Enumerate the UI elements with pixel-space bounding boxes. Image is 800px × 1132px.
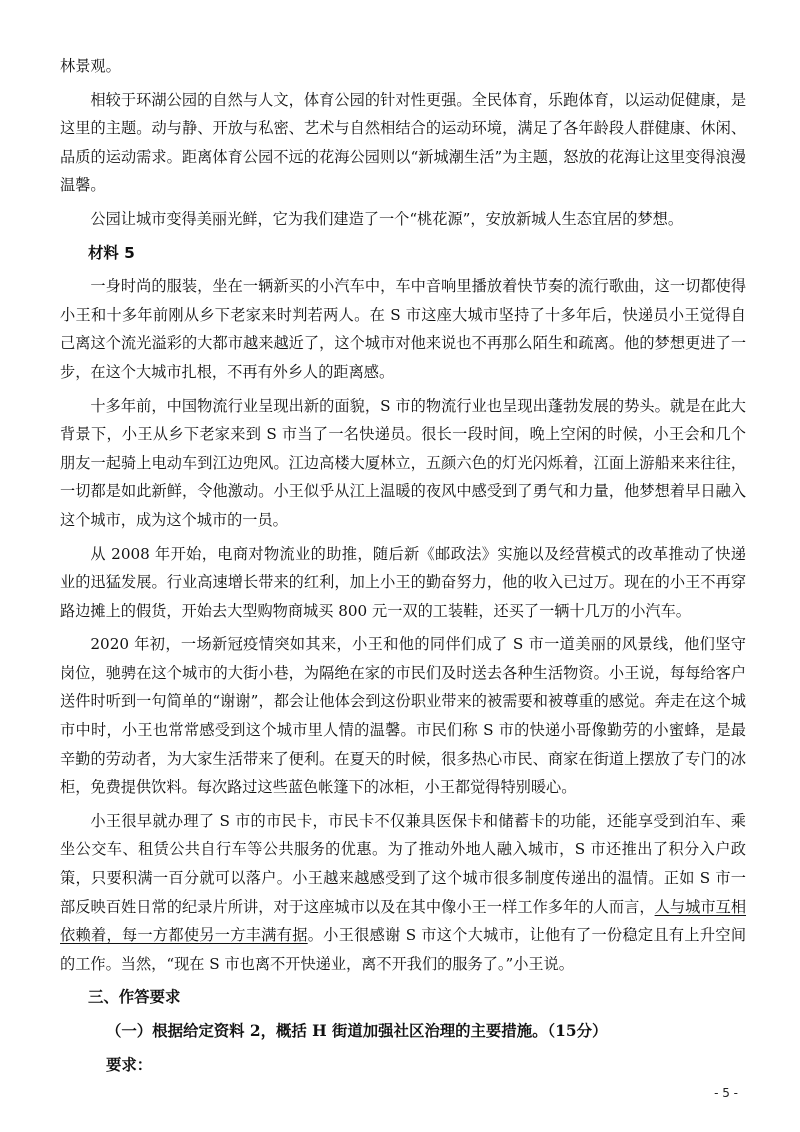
material-5-paragraph-2: 十多年前，中国物流行业呈现出新的面貌，S 市的物流行业也呈现出蓬勃发展的势头。就是在此大背景下，小王从乡下老家来到 S 市当了一名快递员。很长一段时间，晚上空闲的时候，小王会和几个朋友一起骑上电动车到江边兜风。江边高楼大厦林立，五颜六色的灯光闪烁着，江面上游船来来往往，一切都是如此新鲜，令他激动。小王似乎从江上温暖的夜风中感受到了勇气和力量，他梦想着早日融入这个城市，成为这个城市的一员。 [60,396,746,529]
material-5-paragraph-4: 2020 年初，一场新冠疫情突如其来，小王和他的同伴们成了 S 市一道美丽的风景线，他们坚守岗位，驰骋在这个城市的大街小巷，为隔绝在家的市民们及时送去各种生活物资。小王说，每每给客户送件时听到一句简单的“谢谢”，都会让他体会到这份职业带来的被需要和被尊重的感觉。奔走在这个城市中时，小王也常常感受到这个城市里人情的温馨。市民们称 S 市的快递小哥像勤劳的小蜜蜂，是最辛勤的劳动者，为大家生活带来了便利。在夏天的时候，很多热心市民、商家在街道上摆放了专门的冰柜，免费提供饮料。每次路过这些蓝色帐篷下的冰柜，小王都觉得特别暖心。 [60,635,746,797]
material-5-paragraph-3: 从 2008 年开始，电商对物流业的助推，随后新《邮政法》实施以及经营模式的改革推动了快递业的迅猛发展。行业高速增长带来的红利，加上小王的勤奋努力，他的收入已过万。现在的小王不再穿路边摊上的假货，开始去大型购物商城买 800 元一双的工装鞋，还买了一辆十几万的小汽车。 [60,544,746,620]
requirement-label: 要求： [106,1055,153,1074]
paragraph-text-before: 小王很早就办理了 S 市的市民卡，市民卡不仅兼具医保卡和储蓄卡的功能，还能享受到泊车、乘坐公交车、租赁公共自行车等公共服务的优惠。为了推动外地人融入城市，S 市还推出了积分入户政策，只要积满一百分就可以落户。小王越来越感受到了这个城市很多制度传递出的温情。正如 S 市一部反映百姓日常的纪录片所讲，对于这座城市以及在其中像小王一样工作多年的人而言， [60,811,746,916]
paragraph-parks-summary: 公园让城市变得美丽光鲜，它为我们建造了一个“桃花源”，安放新城人生态宜居的梦想。 [90,209,684,228]
page-number: - 5 - [714,1086,738,1100]
material-5-paragraph-1: 一身时尚的服装，坐在一辆新买的小汽车中，车中音响里播放着快节奏的流行歌曲，这一切都使得小王和十多年前刚从乡下老家来时判若两人。在 S 市这座大城市坚持了十多年后，快递员小王觉得自己离这个流光溢彩的大都市越来越近了，这个城市对他来说也不再那么陌生和疏离。他的梦想更进了一步，在这个大城市扎根，不再有外乡人的距离感。 [60,277,746,381]
material-5-paragraph-5 [60,807,746,979]
material-5-heading: 材料 5 [88,243,135,262]
task-1-prompt: （一）根据给定资料 2，概括 H 街道加强社区治理的主要措施。（15分） [106,1022,608,1040]
paragraph-sports-park: 相较于环湖公园的自然与人文，体育公园的针对性更强。全民体育，乐跑体育，以运动促健康，是这里的主题。动与静、开放与私密、艺术与自然相结合的运动环境，满足了各年龄段人群健康、休闲、品质的运动需求。距离体育公园不远的花海公园则以“新城潮生活”为主题，怒放的花海让这里变得浪漫温馨。 [60,90,746,195]
paragraph-continued: 林景观。 [60,57,121,75]
document-body [60,52,746,1079]
paragraph-text-after: 。小王很感谢 S 市这个大城市，让他有了一份稳定且有上升空间的工作。当然，“现在 S 市也离不开快递业，离不开我们的服务了。”小王说。 [60,926,747,973]
section-heading: 三、作答要求 [88,988,181,1007]
underlined-quote: 人与城市互相依赖着，每一方都使另一方丰满有据 [60,897,747,945]
